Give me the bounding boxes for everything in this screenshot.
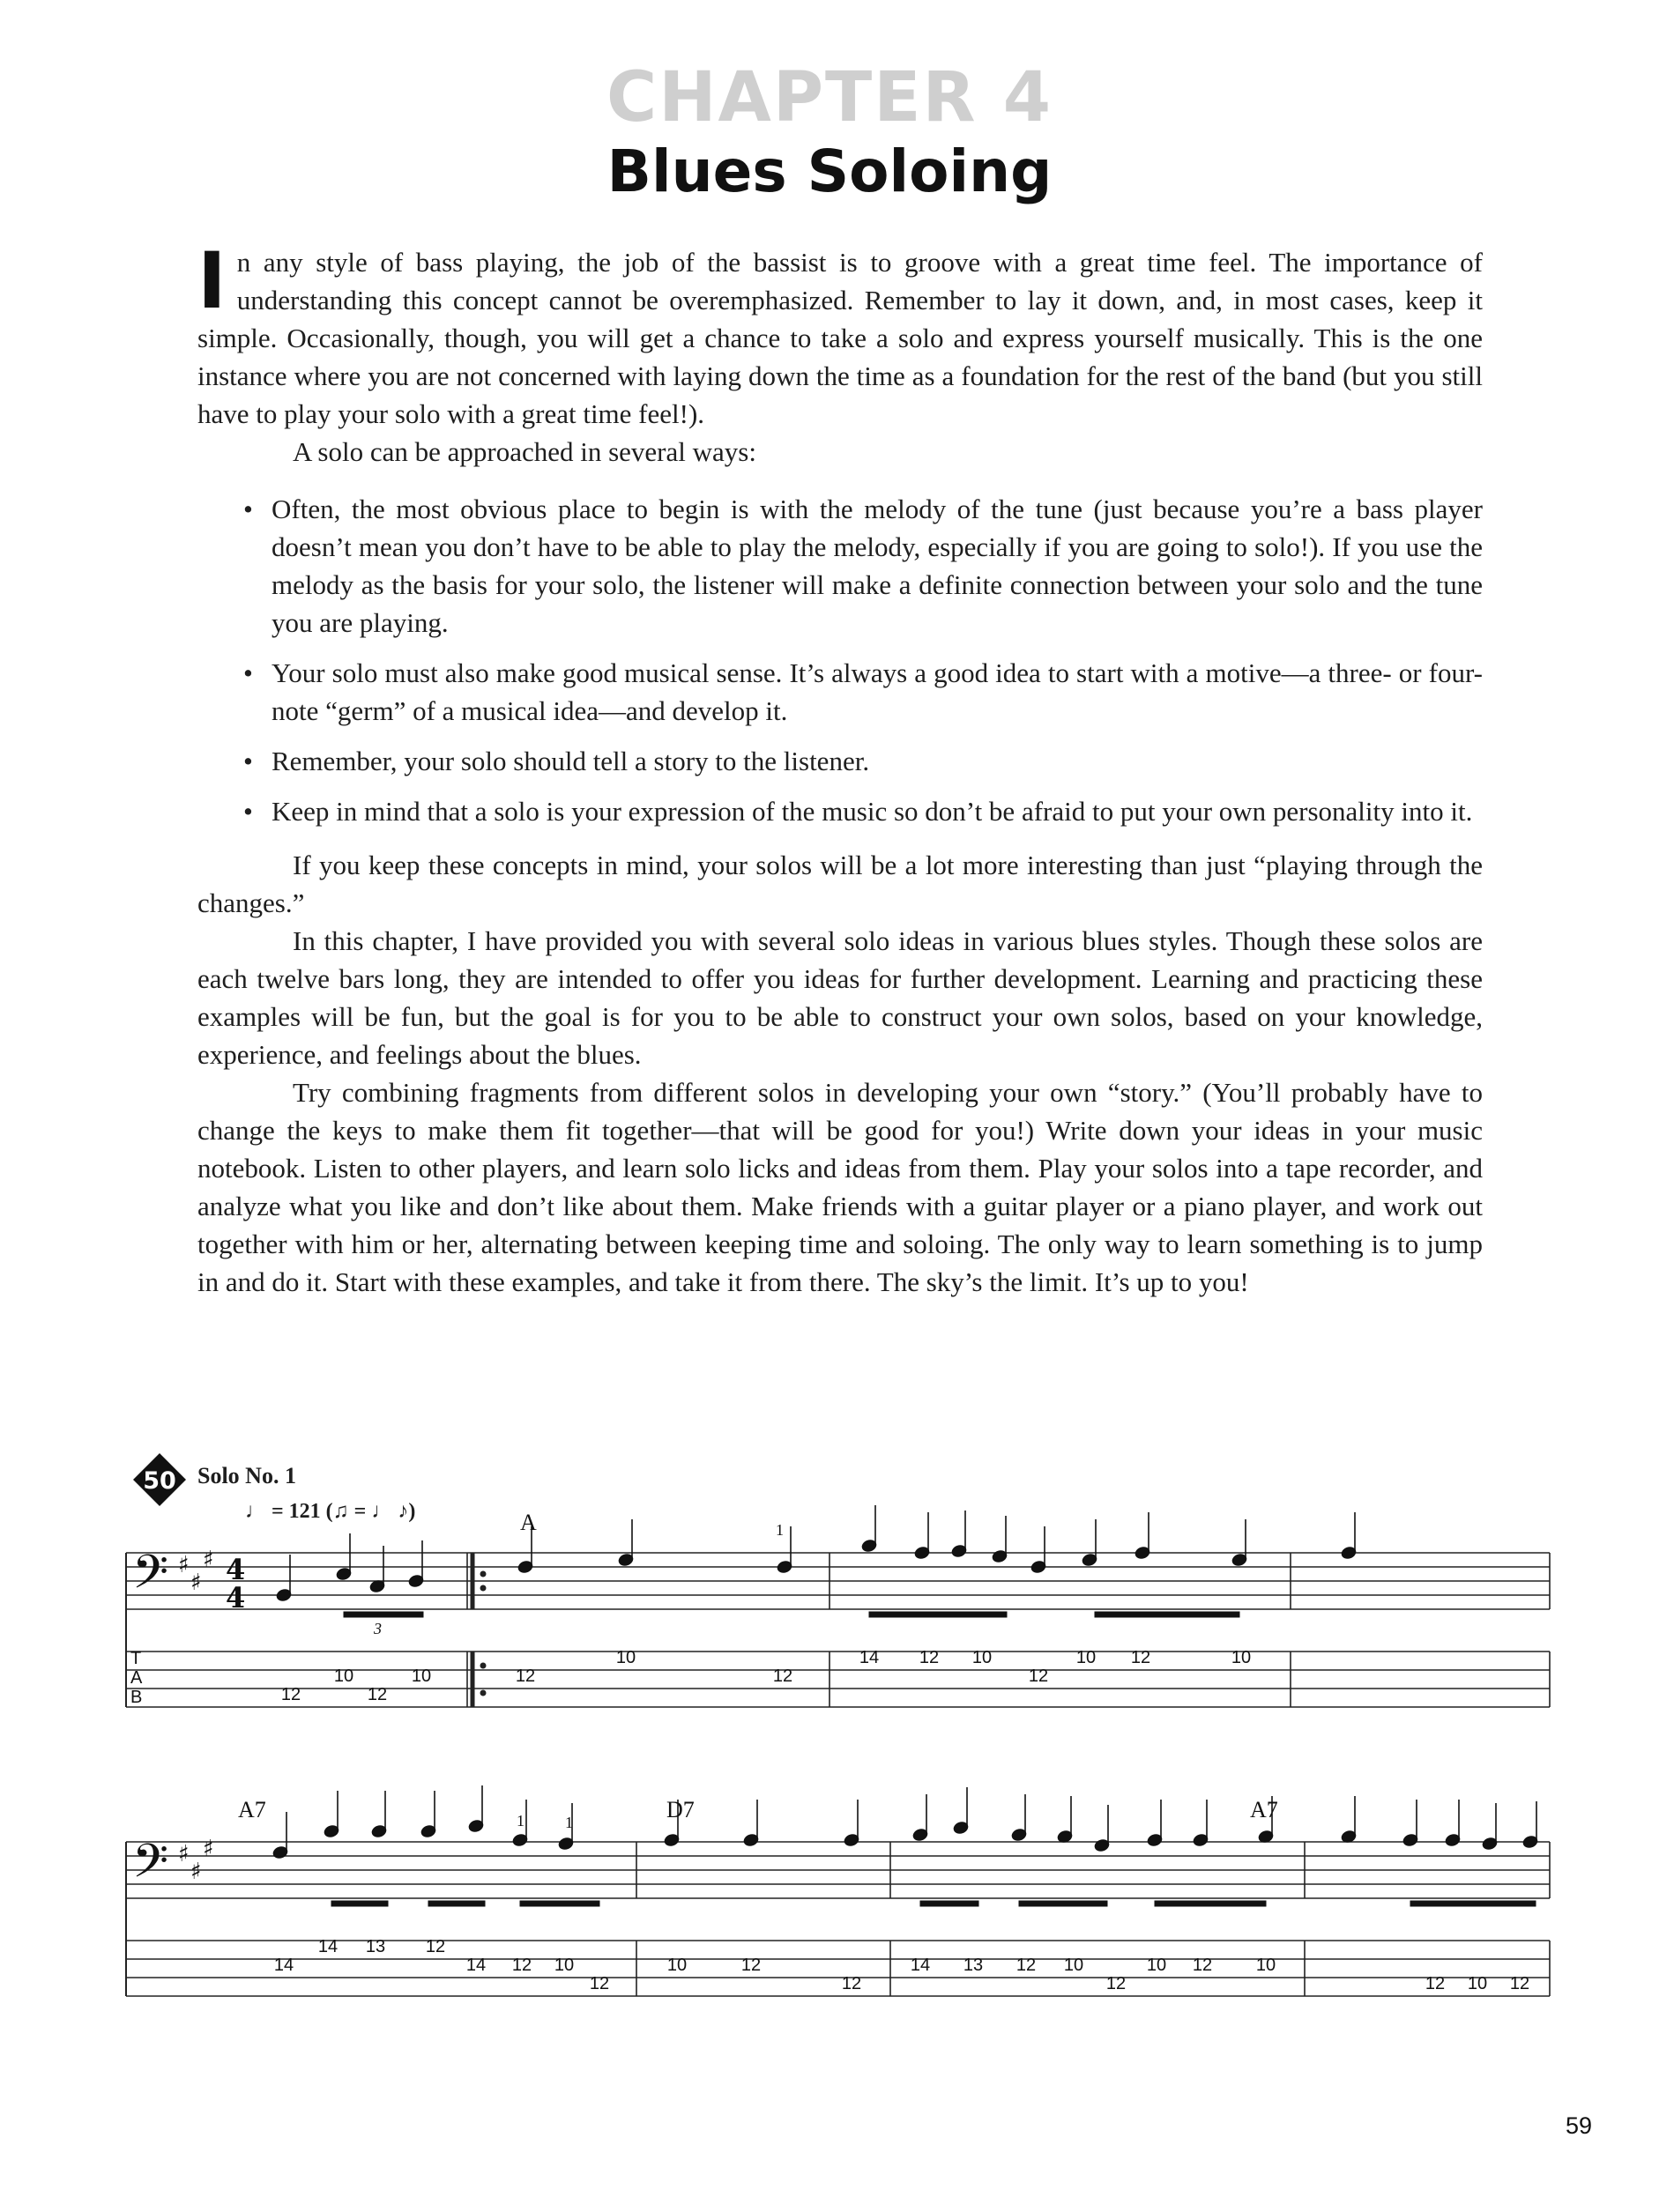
- tab-numbers-layer: [274, 1648, 1529, 1993]
- tab-letter: B: [130, 1688, 143, 1707]
- key-signature-icon: [178, 1547, 214, 1885]
- tab-number: 12: [280, 1685, 301, 1704]
- tab-staff-2: [126, 1941, 1550, 1996]
- chapter-label: CHAPTER 4: [606, 58, 1053, 137]
- tab-number: 12: [511, 1956, 532, 1975]
- tab-number: 10: [1255, 1956, 1276, 1975]
- tab-number: 10: [333, 1666, 354, 1686]
- tab-number: 10: [411, 1666, 432, 1686]
- tab-number: 10: [1231, 1648, 1252, 1667]
- tab-number: 14: [910, 1956, 931, 1975]
- example-title: Solo No. 1: [197, 1463, 296, 1488]
- svg-text:♯: ♯: [178, 1552, 190, 1578]
- list-item: • Remember, your solo should tell a story to the listener.: [272, 742, 1483, 780]
- note-beam: [344, 1612, 423, 1617]
- tab-number: 12: [841, 1974, 862, 1993]
- staff-1: [126, 1553, 1550, 1609]
- tab-number: 12: [515, 1666, 536, 1686]
- bass-clef-icon: 𝄢: [132, 1835, 169, 1900]
- note-beam: [1410, 1901, 1536, 1906]
- note-beam: [869, 1612, 1007, 1617]
- repeat-dots: [480, 1571, 487, 1696]
- track-number: 50: [143, 1467, 176, 1495]
- approach-list: [197, 490, 1483, 830]
- chapter-body: [197, 235, 1483, 1301]
- chord-symbol: D7: [666, 1797, 695, 1822]
- tab-number: 10: [666, 1956, 688, 1975]
- tab-number: 10: [1075, 1648, 1097, 1667]
- tab-clef: [130, 1649, 143, 1707]
- tab-number: 12: [589, 1974, 610, 1993]
- chord-symbols: [238, 1797, 1278, 1822]
- tab-number: 12: [740, 1956, 762, 1975]
- tab-number: 12: [1192, 1956, 1213, 1975]
- tab-number: 12: [1130, 1648, 1151, 1667]
- tab-number: 10: [971, 1648, 993, 1667]
- list-item: • Keep in mind that a solo is your expression of the music so don’t be afraid to put your own personality into it.: [272, 792, 1483, 830]
- tab-number: 12: [367, 1685, 388, 1704]
- tab-number: 10: [1146, 1956, 1167, 1975]
- svg-text:♯: ♯: [203, 1836, 214, 1862]
- note-beam: [331, 1901, 388, 1906]
- note-beam: [1155, 1901, 1266, 1906]
- intro-paragraph: [197, 235, 1483, 433]
- fingering-number: 1: [517, 1812, 524, 1830]
- section-mark: A: [520, 1510, 537, 1535]
- staff-2: [126, 1842, 1550, 1898]
- tab-number: 14: [465, 1956, 487, 1975]
- tab-number: 10: [1467, 1974, 1488, 1993]
- tab-number: 10: [554, 1956, 575, 1975]
- tab-number: 10: [1063, 1956, 1084, 1975]
- time-signature-bottom: 4: [226, 1581, 246, 1614]
- tab-number: 14: [859, 1648, 880, 1667]
- tab-number: 10: [615, 1648, 636, 1667]
- chapter-title: Blues Soloing: [606, 137, 1053, 205]
- fingering-number: 1: [776, 1521, 784, 1539]
- drop-cap: I: [197, 235, 227, 326]
- bass-clef-icon: 𝄢: [132, 1546, 169, 1611]
- note-beam: [1095, 1612, 1239, 1617]
- tab-number: 12: [1425, 1974, 1446, 1993]
- intro-text: n any style of bass playing, the job of the bassist is to groove with a great time feel. The importance of understanding this concept cannot be overemphasized. Remember to lay it down, and, in most cases, keep it simple. Occasionally, though, you will get a chance to take a solo and express yourself musically. This is the one instance where you are not concerned with laying down the time as a foundation for the rest of the band (but you still have to play your solo with a great time feel!).: [197, 247, 1483, 429]
- notes-layer: [272, 1505, 1538, 1906]
- svg-text:♯: ♯: [178, 1841, 190, 1867]
- svg-text:♯: ♯: [190, 1859, 202, 1885]
- bass-notation: [0, 1498, 1659, 2027]
- tab-number: 13: [365, 1937, 386, 1956]
- approach-intro: A solo can be approached in several ways:: [293, 436, 756, 467]
- tab-number: 14: [317, 1937, 338, 1956]
- tab-number: 12: [1015, 1956, 1037, 1975]
- fingering-number: 1: [565, 1814, 573, 1831]
- chord-symbol: A7: [1250, 1797, 1278, 1822]
- tab-number: 12: [1028, 1666, 1049, 1686]
- tab-letter: T: [130, 1649, 142, 1668]
- tab-number: 12: [1105, 1974, 1127, 1993]
- list-item: • Your solo must also make good musical sense. It’s always a good idea to start with a motive—a three- or four-note “germ” of a musical idea—and develop it.: [272, 654, 1483, 730]
- tab-number: 14: [273, 1956, 294, 1975]
- page-number: 59: [1565, 2112, 1592, 2139]
- tab-number: 12: [919, 1648, 940, 1667]
- tempo-marking: ♩ = 121 (♫ = ♩ ♪): [245, 1500, 416, 1523]
- tab-number: 13: [963, 1956, 984, 1975]
- note-beam: [1019, 1901, 1107, 1906]
- barlines-1: [467, 1553, 1550, 1707]
- chord-symbol: A7: [238, 1797, 266, 1822]
- triplet-number: 3: [374, 1620, 382, 1637]
- tab-letter: A: [130, 1668, 143, 1688]
- time-signature-top: 4: [226, 1553, 246, 1586]
- svg-text:♯: ♯: [203, 1547, 214, 1573]
- list-item: • Often, the most obvious place to begin is with the melody of the tune (just because you’re a bass player doesn’t mean you don’t have to be able to play the melody, especially if you are going to solo!). If you use the melody as the basis for your solo, the listener will make a definite connection between your solo and the tune you are playing.: [272, 490, 1483, 642]
- note-beam: [920, 1901, 978, 1906]
- tab-number: 12: [772, 1666, 793, 1686]
- note-beam: [520, 1901, 599, 1906]
- body-paragraph: Try combining fragments from different solos in developing your own “story.” (You’ll probably have to change the keys to make them fit together—that will be good for you!) Write down your ideas in your music notebook. Listen to other players, and learn solo licks and ideas from them. Play your solos into a tape recorder, and analyze what you like and don’t like about them. Make friends with a guitar player or a piano player, and work out together with him or her, alternating between keeping time and soloing. The only way to learn something is to jump in and do it. Start with these examples, and take it from there. The sky’s the limit. It’s up to you!: [197, 1077, 1483, 1297]
- svg-text:♯: ♯: [190, 1570, 202, 1596]
- note-beam: [428, 1901, 485, 1906]
- body-paragraph: If you keep these concepts in mind, your solos will be a lot more interesting than just “playing through the changes.”: [197, 850, 1483, 918]
- barlines-2: [636, 1842, 1550, 1996]
- body-paragraph: In this chapter, I have provided you with several solo ideas in various blues styles. Though these solos are each twelve bars long, they are intended to offer you ideas for further development. Learning and practicing these examples will be fun, but the goal is for you to be able to construct your own solos, based on your knowledge, experience, and feelings about the blues.: [197, 925, 1483, 1070]
- tab-number: 12: [425, 1937, 446, 1956]
- tab-number: 12: [1509, 1974, 1530, 1993]
